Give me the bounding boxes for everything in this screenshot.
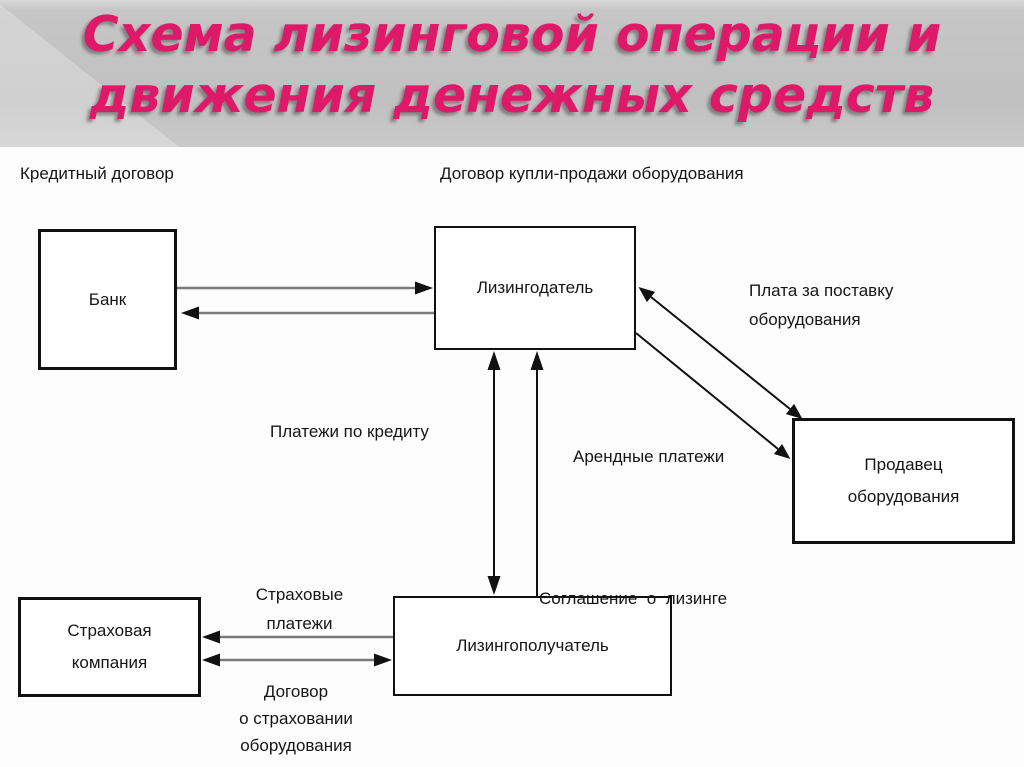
label-purchase-contract: Договор купли-продажи оборудования — [440, 164, 744, 183]
title-banner — [0, 0, 1024, 147]
arrow-lessor-to-seller — [636, 333, 790, 459]
slide-title-line-1: Схема лизинговой операции и — [82, 6, 942, 63]
node-bank-label: Банк — [88, 289, 127, 309]
node-insurance-company — [18, 597, 201, 697]
node-lessor-label: Лизингодатель — [476, 278, 594, 297]
label-rent-payments: Арендные платежи — [573, 447, 725, 466]
node-lessor — [434, 226, 636, 350]
node-equipment-seller-label-line-2: оборудования — [847, 487, 960, 506]
node-lessee-label: Лизингополучатель — [456, 636, 609, 655]
arrow-lessor-to-bank — [181, 307, 434, 320]
slide-title — [0, 4, 1024, 126]
label-credit-contract: Кредитный договор — [20, 164, 174, 183]
arrow-bank-to-lessor — [177, 282, 433, 295]
node-bank — [38, 229, 177, 370]
label-supply-payment: Плата за поставку оборудования — [749, 281, 894, 329]
arrow-lessee-insurer-bidirectional — [202, 654, 392, 667]
label-insurance-payments: Страховые платежи — [255, 585, 344, 633]
node-equipment-seller-label-line-1: Продавец — [864, 455, 943, 474]
slide-title-line-2: движения денежных средств — [89, 67, 935, 124]
node-insurance-company-label-line-2: компания — [71, 653, 148, 672]
label-insurance-contract: Договор о страховании оборудования — [239, 682, 353, 755]
node-insurance-company-label-line-1: Страховая — [67, 621, 152, 640]
label-leasing-agreement: Соглашение о лизинге — [539, 589, 728, 608]
node-equipment-seller — [792, 418, 1015, 544]
arrow-lessor-lessee-bidirectional — [488, 351, 501, 595]
label-credit-payments: Платежи по кредиту — [270, 422, 429, 441]
